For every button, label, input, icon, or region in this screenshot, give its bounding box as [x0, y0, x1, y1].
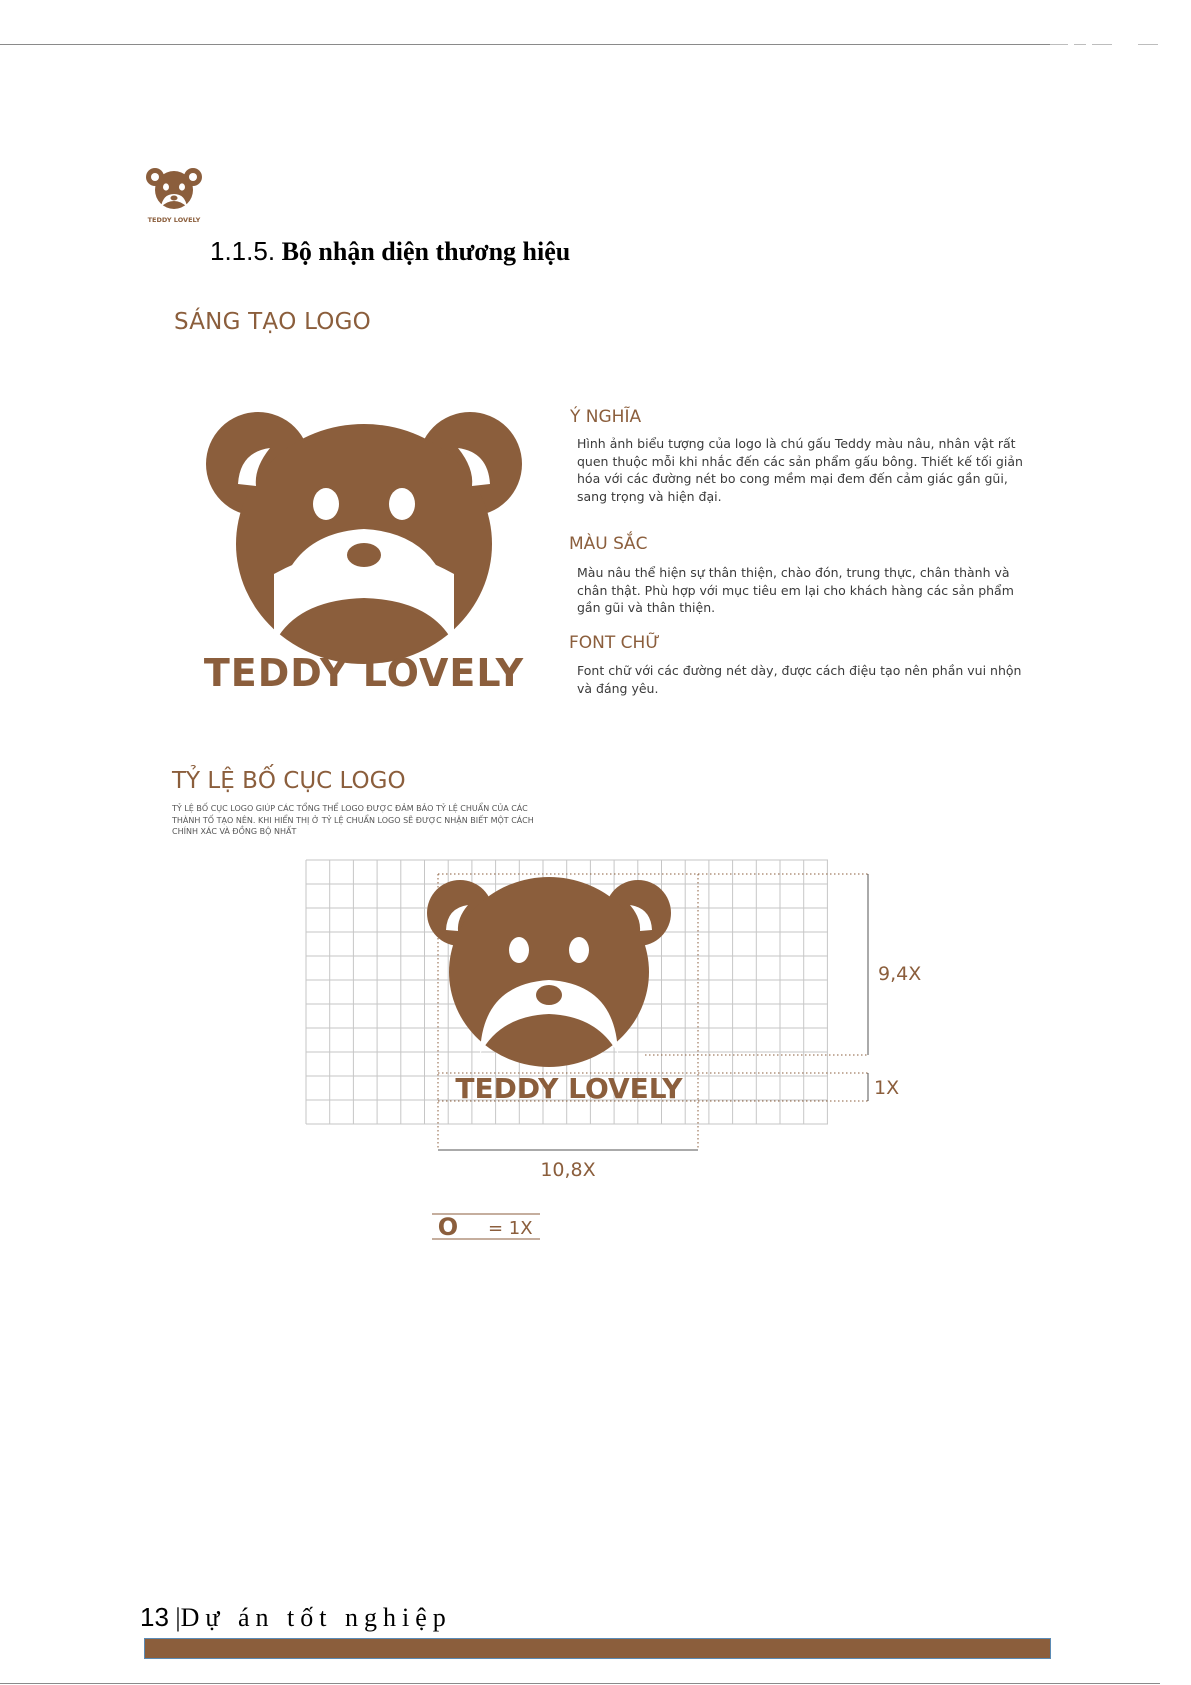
teddy-bear-icon	[206, 412, 522, 664]
logo-ratio-description: TỶ LỆ BỐ CỤC LOGO GIÚP CÁC TỔNG THỂ LOGO ĐƯỢC ĐẢM BẢO TỶ LỆ CHUẨN CỦA CÁC THÀNH TỐ TẠO NÊN. KHI HIỂN THỊ Ở TỶ LỆ CHUẨN LOGO SẼ ĐƯỢC NHẬN BIẾT MỘT CÁCH CHÍNH XÁC VÀ ĐỒNG BỘ NHẤT	[172, 804, 534, 836]
color-heading: MÀU SẮC	[569, 534, 648, 554]
footer-document-title: Dự án tốt nghiệp	[180, 1603, 452, 1632]
bottom-rule	[0, 1683, 1160, 1684]
main-logo-text: TEDDY LOVELY	[203, 651, 525, 695]
teddy-bear-icon	[146, 168, 202, 209]
unit-glyph: O	[437, 1213, 459, 1241]
height-label: 9,4X	[878, 963, 922, 985]
grid-logo-text: TEDDY LOVELY	[455, 1072, 683, 1105]
text-height-label: 1X	[874, 1077, 900, 1099]
header-logo-text: TEDDY LOVELY	[147, 216, 201, 224]
footer-title	[140, 1602, 452, 1633]
section-number: 1.1.5.	[210, 236, 276, 266]
meaning-heading: Ý NGHĨA	[570, 407, 642, 427]
color-text: Màu nâu thể hiện sự thân thiện, chào đón, trung thực, chân thành và chân thật. Phù hợp với mục tiêu em lại cho khách hàng các sản phẩm gần gũi và thân thiện.	[577, 565, 1014, 615]
logo-ratio-diagram	[300, 858, 922, 1228]
page-number: 13	[140, 1602, 169, 1632]
header-rule	[0, 44, 1160, 45]
width-label: 10,8X	[540, 1159, 596, 1181]
meaning-text: Hình ảnh biểu tượng của logo là chú gấu Teddy màu nâu, nhân vật rất quen thuộc mỗi khi nhắc đến các sản phẩm gấu bông. Thiết kế tối giản hóa với các đường nét bo cong mềm mại đem đến cảm giác gần gũi, sang trọng và hiện đại.	[577, 436, 1023, 504]
footer-separator: |	[175, 1603, 181, 1632]
footer-bar	[144, 1638, 1051, 1659]
teddy-bear-icon	[427, 877, 671, 1067]
font-text: Font chữ với các đường nét dày, được cách điệu tạo nên phần vui nhộn và đáng yêu.	[577, 663, 1022, 696]
main-logo	[196, 404, 532, 694]
header-rule-tail	[1050, 44, 1160, 45]
logo-ratio-heading: TỶ LỆ BỐ CỤC LOGO	[172, 768, 406, 794]
section-title: Bộ nhận diện thương hiệu	[281, 237, 571, 266]
font-heading: FONT CHỮ	[569, 633, 660, 653]
section-heading	[210, 236, 570, 267]
unit-legend	[430, 1212, 550, 1242]
header-logo	[141, 166, 207, 224]
logo-creation-heading: SÁNG TẠO LOGO	[174, 309, 371, 335]
unit-label: = 1X	[488, 1218, 533, 1239]
